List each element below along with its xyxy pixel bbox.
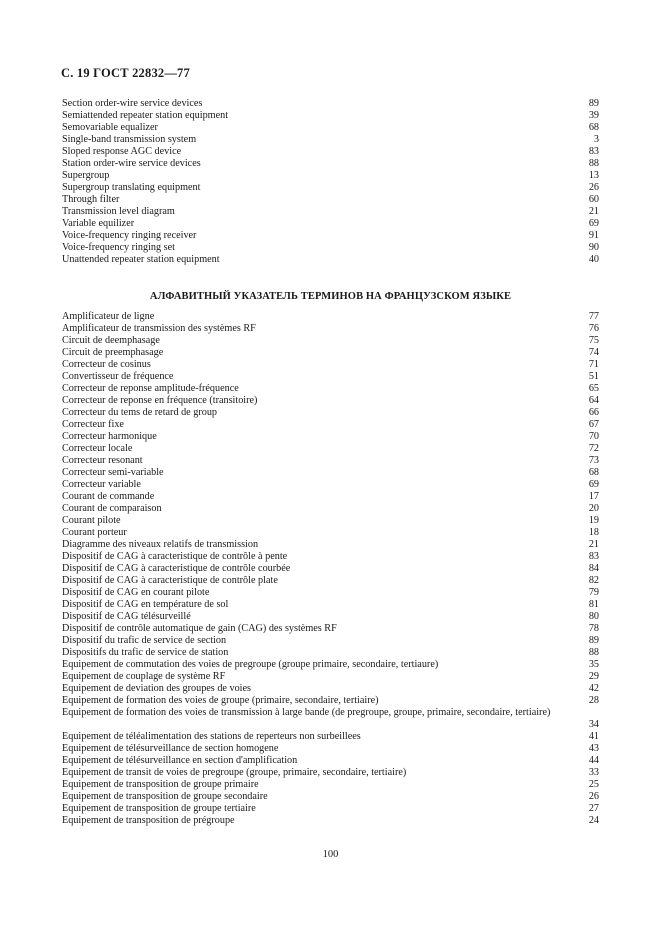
index-entry	[62, 170, 599, 182]
index-term: Courant pilote	[62, 515, 121, 526]
index-entry	[62, 611, 599, 623]
english-term-index	[62, 98, 599, 266]
index-term-number: 74	[588, 347, 599, 358]
index-term: Circuit de deemphasage	[62, 335, 160, 346]
index-term: Correcteur fixe	[62, 419, 124, 430]
index-term-number: 20	[588, 503, 599, 514]
index-term-number: 17	[588, 491, 599, 502]
index-entry	[62, 503, 599, 515]
index-term-number: 77	[588, 311, 599, 322]
index-entry	[62, 230, 599, 242]
index-entry	[62, 206, 599, 218]
index-entry	[62, 539, 599, 551]
index-entry	[62, 551, 599, 563]
index-term: Supergroup	[62, 170, 110, 181]
index-term: Dispositif de CAG télésurveillé	[62, 611, 191, 622]
index-entry	[62, 731, 599, 743]
index-entry	[62, 659, 599, 671]
index-entry	[62, 194, 599, 206]
index-term: Courant de comparaison	[62, 503, 162, 514]
index-entry	[62, 311, 599, 323]
index-term-number: 3	[593, 134, 599, 145]
index-term: Equipement de télésurveillance en section d'amplification	[62, 755, 298, 766]
index-term-number: 69	[588, 218, 599, 229]
page-number: 100	[322, 849, 339, 860]
index-entry	[62, 146, 599, 158]
index-term: Equipement de couplage de système RF	[62, 671, 226, 682]
index-term-number: 27	[588, 803, 599, 814]
index-term-number: 75	[588, 335, 599, 346]
index-term-number: 21	[588, 539, 599, 550]
index-term-number: 71	[588, 359, 599, 370]
index-entry	[62, 335, 599, 347]
index-entry	[62, 791, 599, 803]
index-term-number: 83	[588, 146, 599, 157]
index-entry	[62, 407, 599, 419]
index-term-number: 80	[588, 611, 599, 622]
index-term: Diagramme des niveaux relatifs de transmission	[62, 539, 259, 550]
index-term-number: 19	[588, 515, 599, 526]
index-term-number: 89	[588, 635, 599, 646]
index-entry	[62, 479, 599, 491]
index-term-number: 81	[588, 599, 599, 610]
index-entry	[62, 371, 599, 383]
index-term: Semiattended repeater station equipment	[62, 110, 229, 121]
index-term: Equipement de téléalimentation des stations de reperteurs non surbeillees	[62, 731, 361, 742]
index-term: Circuit de preemphasage	[62, 347, 164, 358]
index-term: Dispositif du trafic de service de section	[62, 635, 227, 646]
index-term: Amplificateur de transmission des systèmes RF	[62, 323, 256, 334]
index-term-number: 91	[588, 230, 599, 241]
index-term: Transmission level diagram	[62, 206, 175, 217]
index-entry	[62, 779, 599, 791]
index-term-number: 43	[588, 743, 599, 754]
index-entry	[62, 647, 599, 659]
index-entry	[62, 707, 599, 731]
index-term-number: 70	[588, 431, 599, 442]
index-term-number: 21	[588, 206, 599, 217]
index-term: Semovariable equalizer	[62, 122, 158, 133]
index-term: Correcteur semi-variable	[62, 467, 164, 478]
index-entry	[62, 563, 599, 575]
index-term: Correcteur de reponse amplitude-fréquence	[62, 383, 239, 394]
index-entry	[62, 599, 599, 611]
index-term-number: 40	[588, 254, 599, 265]
index-term-number: 26	[588, 791, 599, 802]
index-entry	[62, 323, 599, 335]
index-entry	[62, 110, 599, 122]
index-entry	[62, 242, 599, 254]
index-entry	[62, 491, 599, 503]
index-term: Supergroup translating equipment	[62, 182, 201, 193]
index-term: Equipement de transit de voies de pregroupe (groupe, primaire, secondaire, tertiaire)	[62, 767, 407, 778]
index-term-number: 35	[588, 659, 599, 670]
index-entry	[62, 515, 599, 527]
index-term: Voice-frequency ringing set	[62, 242, 175, 253]
index-term: Courant porteur	[62, 527, 127, 538]
index-term-number: 73	[588, 455, 599, 466]
index-term: Unattended repeater station equipment	[62, 254, 220, 265]
index-entry	[62, 455, 599, 467]
index-term-number: 60	[588, 194, 599, 205]
index-term: Courant de commande	[62, 491, 155, 502]
index-term: Equipement de télésurveillance de section homogene	[62, 743, 279, 754]
index-term: Correcteur variable	[62, 479, 141, 490]
index-term: Amplificateur de ligne	[62, 311, 155, 322]
index-term: Section order-wire service devices	[62, 98, 203, 109]
index-entry	[62, 218, 599, 230]
index-term: Sloped response AGC device	[62, 146, 182, 157]
page-header: С. 19 ГОСТ 22832—77	[61, 66, 190, 80]
index-term: Correcteur de reponse en fréquence (transitoire)	[62, 395, 258, 406]
index-term: Dispositif de CAG en température de sol	[62, 599, 229, 610]
index-term-number: 88	[588, 158, 599, 169]
index-term: Correcteur du tems de retard de group	[62, 407, 218, 418]
index-entry	[62, 182, 599, 194]
index-term-number: 65	[588, 383, 599, 394]
index-term: Correcteur resonant	[62, 455, 143, 466]
index-term-number: 26	[588, 182, 599, 193]
index-entry	[62, 431, 599, 443]
index-term: Convertisseur de fréquence	[62, 371, 174, 382]
index-term-number: 29	[588, 671, 599, 682]
index-entry	[62, 803, 599, 815]
index-term-number: 83	[588, 551, 599, 562]
index-term-number: 44	[588, 755, 599, 766]
index-term: Correcteur harmonique	[62, 431, 157, 442]
index-entry	[62, 587, 599, 599]
index-term: Station order-wire service devices	[62, 158, 201, 169]
index-entry	[62, 815, 599, 827]
index-entry	[62, 122, 599, 134]
index-entry	[62, 635, 599, 647]
index-entry	[62, 359, 599, 371]
index-term-number: 67	[588, 419, 599, 430]
index-term-number: 39	[588, 110, 599, 121]
index-term-number: 68	[588, 467, 599, 478]
index-term-number: 68	[588, 122, 599, 133]
index-term-number: 72	[588, 443, 599, 454]
index-entry	[62, 347, 599, 359]
index-entry	[62, 443, 599, 455]
index-term: Dispositif de CAG en courant pilote	[62, 587, 210, 598]
index-term: Voice-frequency ringing receiver	[62, 230, 197, 241]
index-term: Through filter	[62, 194, 120, 205]
index-term-number: 84	[588, 563, 599, 574]
index-entry	[62, 419, 599, 431]
index-entry	[62, 575, 599, 587]
index-term: Equipement de commutation des voies de pregroupe (groupe primaire, secondaire, tertiaure)	[62, 659, 439, 670]
index-entry	[62, 98, 599, 110]
index-term-number: 34	[588, 719, 599, 730]
index-term-number: 42	[588, 683, 599, 694]
index-term-number: 69	[588, 479, 599, 490]
index-term-number: 41	[588, 731, 599, 742]
index-term-number: 33	[588, 767, 599, 778]
index-entry	[62, 467, 599, 479]
index-entry	[62, 695, 599, 707]
index-term-number: 89	[588, 98, 599, 109]
index-term: Dispositifs du trafic de service de station	[62, 647, 229, 658]
index-term: Equipement de transposition de groupe tertiaire	[62, 803, 256, 814]
index-term-number: 13	[588, 170, 599, 181]
index-entry	[62, 743, 599, 755]
index-term: Equipement de deviation des groupes de voies	[62, 683, 251, 694]
index-entry	[62, 254, 599, 266]
index-entry	[62, 395, 599, 407]
index-term: Correcteur locale	[62, 443, 133, 454]
index-term-number: 66	[588, 407, 599, 418]
index-term-number: 18	[588, 527, 599, 538]
index-term: Dispositif de CAG à caracteristique de contrôle courbée	[62, 563, 291, 574]
index-term: Dispositif de contrôle automatique de gain (CAG) des systèmes RF	[62, 623, 337, 634]
index-term-number: 82	[588, 575, 599, 586]
index-term: Equipement de transposition de groupe secondaire	[62, 791, 268, 802]
index-term: Variable equilizer	[62, 218, 135, 229]
index-entry	[62, 134, 599, 146]
index-term: Equipement de formation des voies de groupe (primaire, secondaire, tertiaire)	[62, 695, 379, 706]
index-term: Correcteur de cosinus	[62, 359, 151, 370]
index-entry	[62, 383, 599, 395]
index-term-number: 88	[588, 647, 599, 658]
index-entry	[62, 671, 599, 683]
index-term-number: 28	[588, 695, 599, 706]
index-term: Single-band transmission system	[62, 134, 197, 145]
index-entry	[62, 623, 599, 635]
index-term-number: 24	[588, 815, 599, 826]
index-term: Equipement de transposition de prégroupe	[62, 815, 235, 826]
index-entry	[62, 767, 599, 779]
index-term: Equipement de formation des voies de transmission à large bande (de pregroupe, groupe, primaire, secondaire, tertiaire)	[62, 707, 551, 718]
index-term-number: 78	[588, 623, 599, 634]
french-term-index	[62, 311, 599, 827]
index-entry	[62, 683, 599, 695]
index-term-number: 90	[588, 242, 599, 253]
index-entry	[62, 755, 599, 767]
index-term-number: 51	[588, 371, 599, 382]
index-term: Dispositif de CAG à caracteristique de contrôle à pente	[62, 551, 288, 562]
index-term-number: 76	[588, 323, 599, 334]
index-term: Dispositif de CAG à caracteristique de contrôle plate	[62, 575, 278, 586]
index-entry	[62, 158, 599, 170]
index-term-number: 64	[588, 395, 599, 406]
index-term-number: 25	[588, 779, 599, 790]
index-entry	[62, 527, 599, 539]
index-term: Equipement de transposition de groupe primaire	[62, 779, 259, 790]
french-index-heading: АЛФАВИТНЫЙ УКАЗАТЕЛЬ ТЕРМИНОВ НА ФРАНЦУЗСКОМ ЯЗЫКЕ	[149, 291, 512, 302]
index-term-number: 79	[588, 587, 599, 598]
